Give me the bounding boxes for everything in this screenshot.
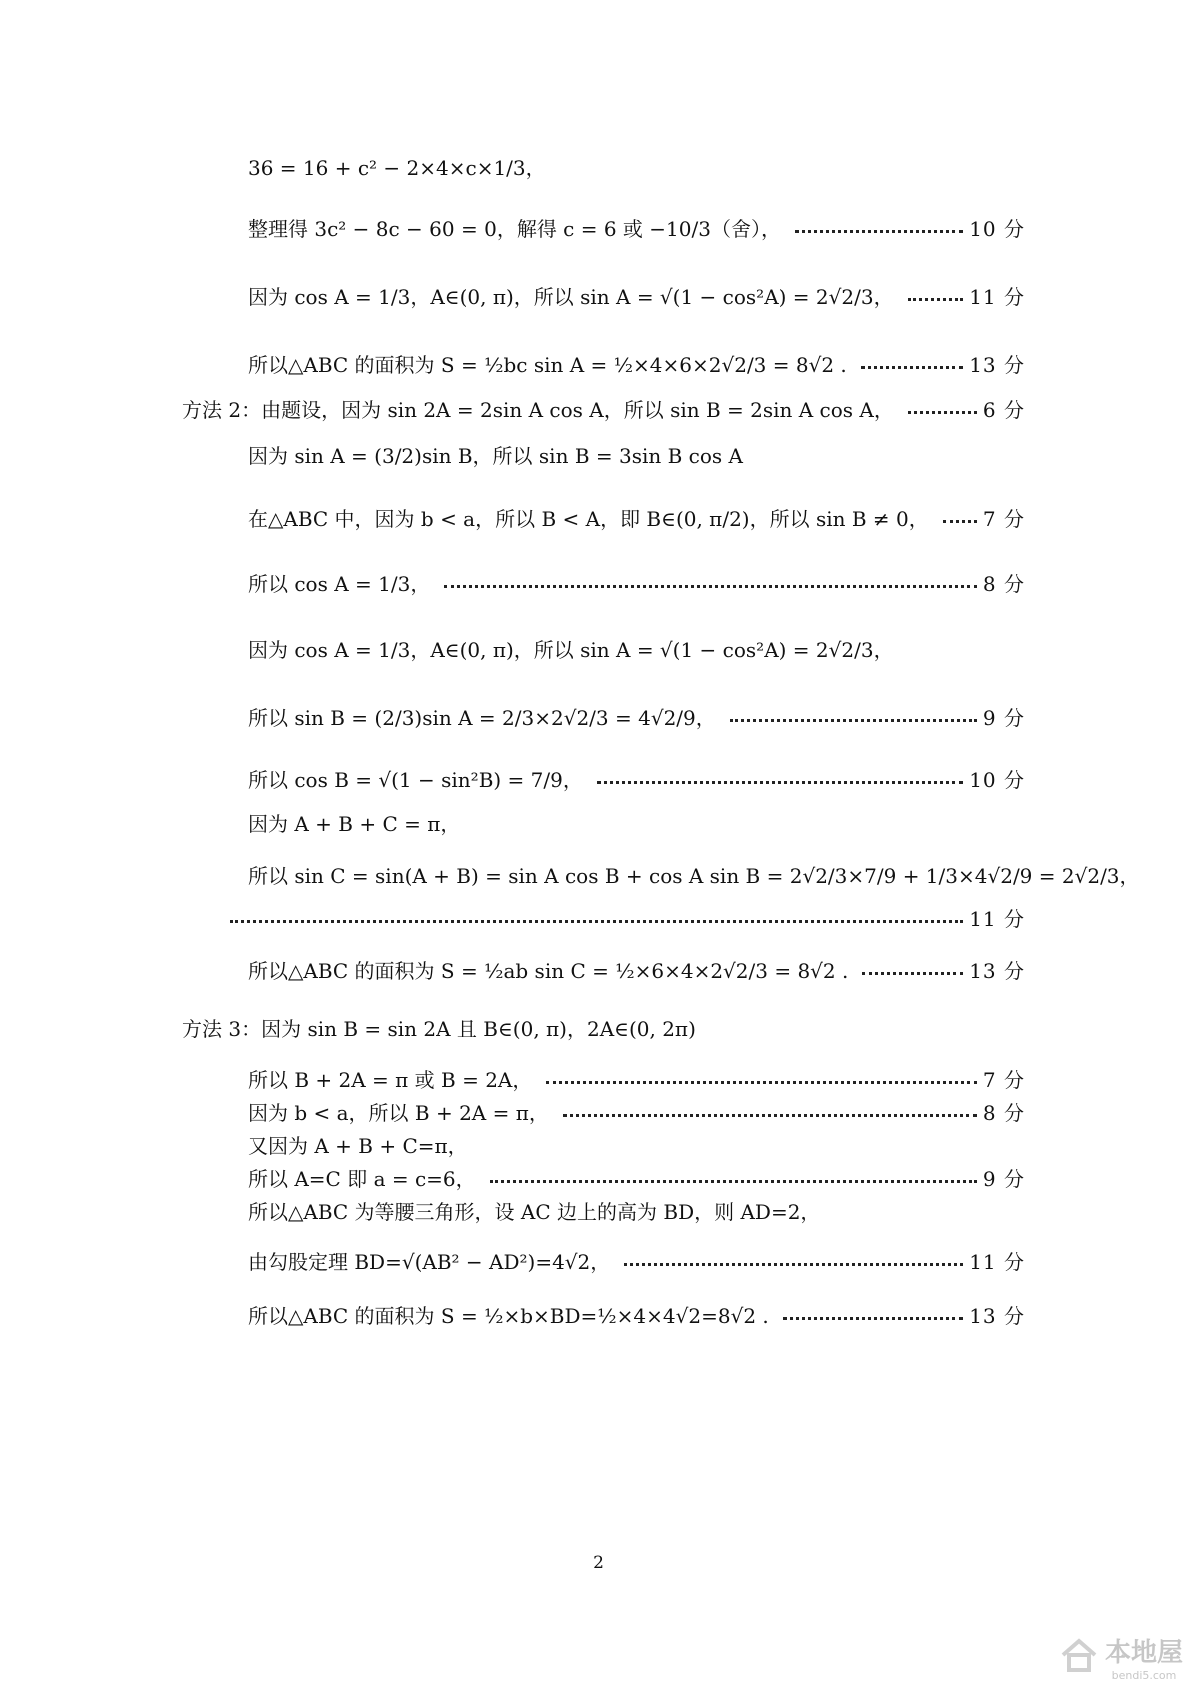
score-label: 8 分: [982, 1101, 1025, 1125]
score-label: 7 分: [982, 507, 1025, 531]
dot-leader: [563, 1114, 977, 1117]
dot-leader: [908, 298, 964, 301]
equation-line: [248, 568, 1025, 597]
equation-text: 因为 cos A = 1/3，A∈(0, π)，所以 sin A = √(1 − cos²A) = 2√2/3，: [248, 638, 894, 662]
equation-text: 所以△ABC 的面积为 S = ½bc sin A = ½×4×6×2√2/3 = 8√2 .: [248, 353, 847, 377]
dot-leader: [783, 1317, 963, 1320]
equation-text: 所以 sin C = sin(A + B) = sin A cos B + cos A sin B = 2√2/3×7/9 + 1/3×4√2/9 = 2√2/3，: [248, 864, 1140, 888]
page-number: 2: [593, 1553, 604, 1573]
equation-text: 整理得 3c² − 8c − 60 = 0，解得 c = 6 或 −10/3（舍），: [248, 217, 781, 241]
equation-text: 又因为 A + B + C=π，: [248, 1134, 468, 1158]
score-label: 13 分: [969, 353, 1025, 377]
equation-text: 由勾股定理 BD=√(AB² − AD²)=4√2，: [248, 1250, 611, 1274]
equation-line: [248, 281, 1025, 310]
equation-text: 在△ABC 中，因为 b < a，所以 B < A，即 B∈(0, π/2)，所以 sin B ≠ 0，: [248, 507, 929, 531]
equation-line: [248, 1130, 468, 1159]
equation-text: 因为 b < a，所以 B + 2A = π，: [248, 1101, 549, 1125]
equation-line: [248, 213, 1025, 242]
dot-leader: [624, 1263, 963, 1266]
equation-line: [248, 634, 894, 663]
equation-line: [248, 1163, 1025, 1192]
equation-line: [248, 1097, 1025, 1126]
equation-line: [248, 1064, 1025, 1093]
dot-leader: [546, 1081, 977, 1084]
equation-line: [248, 1300, 1025, 1329]
equation-text: 方法 3：因为 sin B = sin 2A 且 B∈(0, π)，2A∈(0, 2π): [182, 1017, 696, 1041]
score-label: 13 分: [969, 959, 1025, 983]
score-label: 10 分: [969, 217, 1025, 241]
score-label: 7 分: [982, 1068, 1025, 1092]
dot-leader: [730, 719, 977, 722]
equation-text: 所以△ABC 为等腰三角形，设 AC 边上的高为 BD，则 AD=2，: [248, 1200, 821, 1224]
equation-line: [230, 903, 1025, 932]
score-label: 10 分: [969, 768, 1025, 792]
watermark-url: bendi5.com: [1111, 1669, 1177, 1682]
dot-leader: [943, 520, 977, 523]
score-label: 6 分: [982, 398, 1025, 422]
method-heading-line: [182, 394, 1025, 423]
score-label: 11 分: [969, 285, 1025, 309]
dot-leader: [862, 972, 963, 975]
equation-line: [248, 808, 460, 837]
method-heading-line: [182, 1013, 696, 1042]
equation-line: [248, 764, 1025, 793]
dot-leader: [230, 920, 963, 923]
equation-text: 因为 sin A = (3/2)sin B，所以 sin B = 3sin B cos A: [248, 444, 743, 468]
equation-text: 因为 A + B + C = π，: [248, 812, 461, 836]
equation-text: 所以 B + 2A = π 或 B = 2A，: [248, 1068, 533, 1092]
equation-text: 因为 cos A = 1/3，A∈(0, π)，所以 sin A = √(1 − cos²A) = 2√2/3，: [248, 285, 894, 309]
equation-text: 所以△ABC 的面积为 S = ½ab sin C = ½×6×4×2√2/3 = 8√2 .: [248, 959, 849, 983]
equation-line: [248, 349, 1025, 378]
dot-leader: [444, 585, 977, 588]
equation-text: 所以 A=C 即 a = c=6，: [248, 1167, 476, 1191]
equation-text: 36 = 16 + c² − 2×4×c×1/3，: [248, 156, 546, 180]
equation-line: [248, 1246, 1025, 1275]
equation-line: [248, 1196, 820, 1225]
watermark: [1059, 1632, 1183, 1682]
score-label: 8 分: [982, 572, 1025, 596]
dot-leader: [861, 366, 963, 369]
equation-line: [248, 955, 1025, 984]
equation-line: [248, 152, 546, 181]
equation-line: [248, 860, 1140, 889]
score-label: 9 分: [982, 706, 1025, 730]
equation-text: 所以△ABC 的面积为 S = ½×b×BD=½×4×4√2=8√2 .: [248, 1304, 769, 1328]
dot-leader: [908, 411, 977, 414]
score-label: 11 分: [969, 1250, 1025, 1274]
equation-text: 所以 cos B = √(1 − sin²B) = 7/9，: [248, 768, 583, 792]
house-icon: [1059, 1637, 1099, 1678]
score-label: 13 分: [969, 1304, 1025, 1328]
dot-leader: [795, 230, 963, 233]
equation-line: [248, 702, 1025, 731]
dot-leader: [490, 1180, 977, 1183]
equation-line: [248, 503, 1025, 532]
equation-line: [248, 440, 743, 469]
score-label: 9 分: [982, 1167, 1025, 1191]
watermark-name: 本地屋: [1104, 1638, 1183, 1668]
equation-text: 所以 sin B = (2/3)sin A = 2/3×2√2/3 = 4√2/9，: [248, 706, 716, 730]
dot-leader: [597, 781, 963, 784]
equation-text: 方法 2：由题设，因为 sin 2A = 2sin A cos A，所以 sin B = 2sin A cos A，: [182, 398, 894, 422]
equation-text: 所以 cos A = 1/3，: [248, 572, 431, 596]
score-label: 11 分: [969, 907, 1025, 931]
